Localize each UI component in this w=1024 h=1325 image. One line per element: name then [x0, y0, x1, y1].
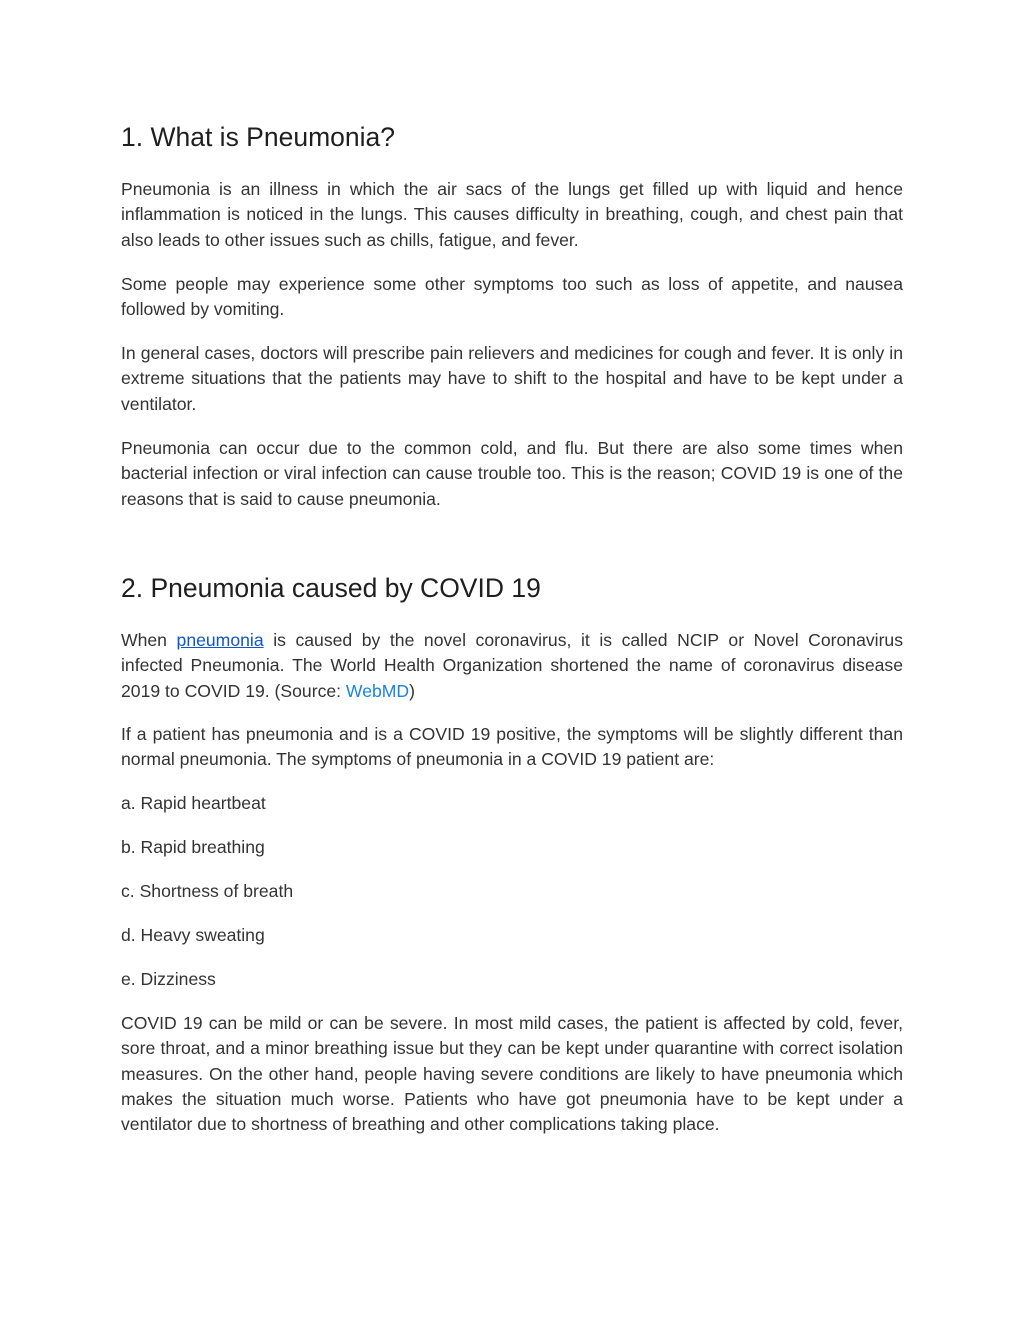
- intro-close-paren: ): [409, 680, 416, 701]
- intro-text-before-link: When: [121, 630, 167, 650]
- symptom-item: e. Dizziness: [121, 969, 216, 989]
- symptom-item: b. Rapid breathing: [121, 837, 265, 857]
- symptoms-intro-paragraph: If a patient has pneumonia and is a COVID 19 positive, the symptoms will be slightly different than normal pneumonia. The symptoms of pneumonia in a COVID 19 patient are:: [121, 724, 903, 770]
- section-1-paragraph-2: Some people may experience some other symptoms too such as loss of appetite, and nausea followed by vomiting.: [121, 274, 903, 320]
- symptom-item: a. Rapid heartbeat: [121, 793, 266, 813]
- section-1-paragraph-1: Pneumonia is an illness in which the air sacs of the lungs get filled up with liquid and hence inflammation is noticed in the lungs. This causes difficulty in breathing, cough, and chest pain that also leads to other issues such as chills, fatigue, and fever.: [121, 179, 903, 250]
- symptom-item: d. Heavy sweating: [121, 925, 265, 945]
- closing-paragraph: COVID 19 can be mild or can be severe. In most mild cases, the patient is affected by cold, fever, sore throat, and a minor breathing issue but they can be kept under quarantine with correct isolation measures. On the other hand, people having severe conditions are likely to have pneumonia which makes the situation much worse. Patients who have got pneumonia have to be kept under a ventilator due to shortness of breathing and other complications taking place.: [121, 1013, 903, 1135]
- pneumonia-link[interactable]: pneumonia: [176, 630, 264, 650]
- section-1-paragraph-4: Pneumonia can occur due to the common cold, and flu. But there are also some times when bacterial infection or viral infection can cause trouble too. This is the reason; COVID 19 is one of the reasons that is said to cause pneumonia.: [121, 438, 903, 509]
- section-1-paragraph-3: In general cases, doctors will prescribe pain relievers and medicines for cough and fever. It is only in extreme situations that the patients may have to shift to the hospital and have to be kept under a ventilator.: [121, 343, 903, 414]
- symptom-item: c. Shortness of breath: [121, 881, 294, 901]
- section-2-intro-paragraph: [121, 628, 903, 704]
- intro-text-after-link: is caused by the novel coronavirus, it is called NCIP or Novel Coronavirus infected Pneumonia. The World Health Organization shortened the name of coronavirus disease 2019 to COVID 19. (Source:: [121, 630, 904, 701]
- webmd-source-link[interactable]: WebMD: [345, 680, 410, 701]
- section-1-heading: 1. What is Pneumonia?: [121, 122, 395, 152]
- section-2-heading: 2. Pneumonia caused by COVID 19: [121, 573, 541, 603]
